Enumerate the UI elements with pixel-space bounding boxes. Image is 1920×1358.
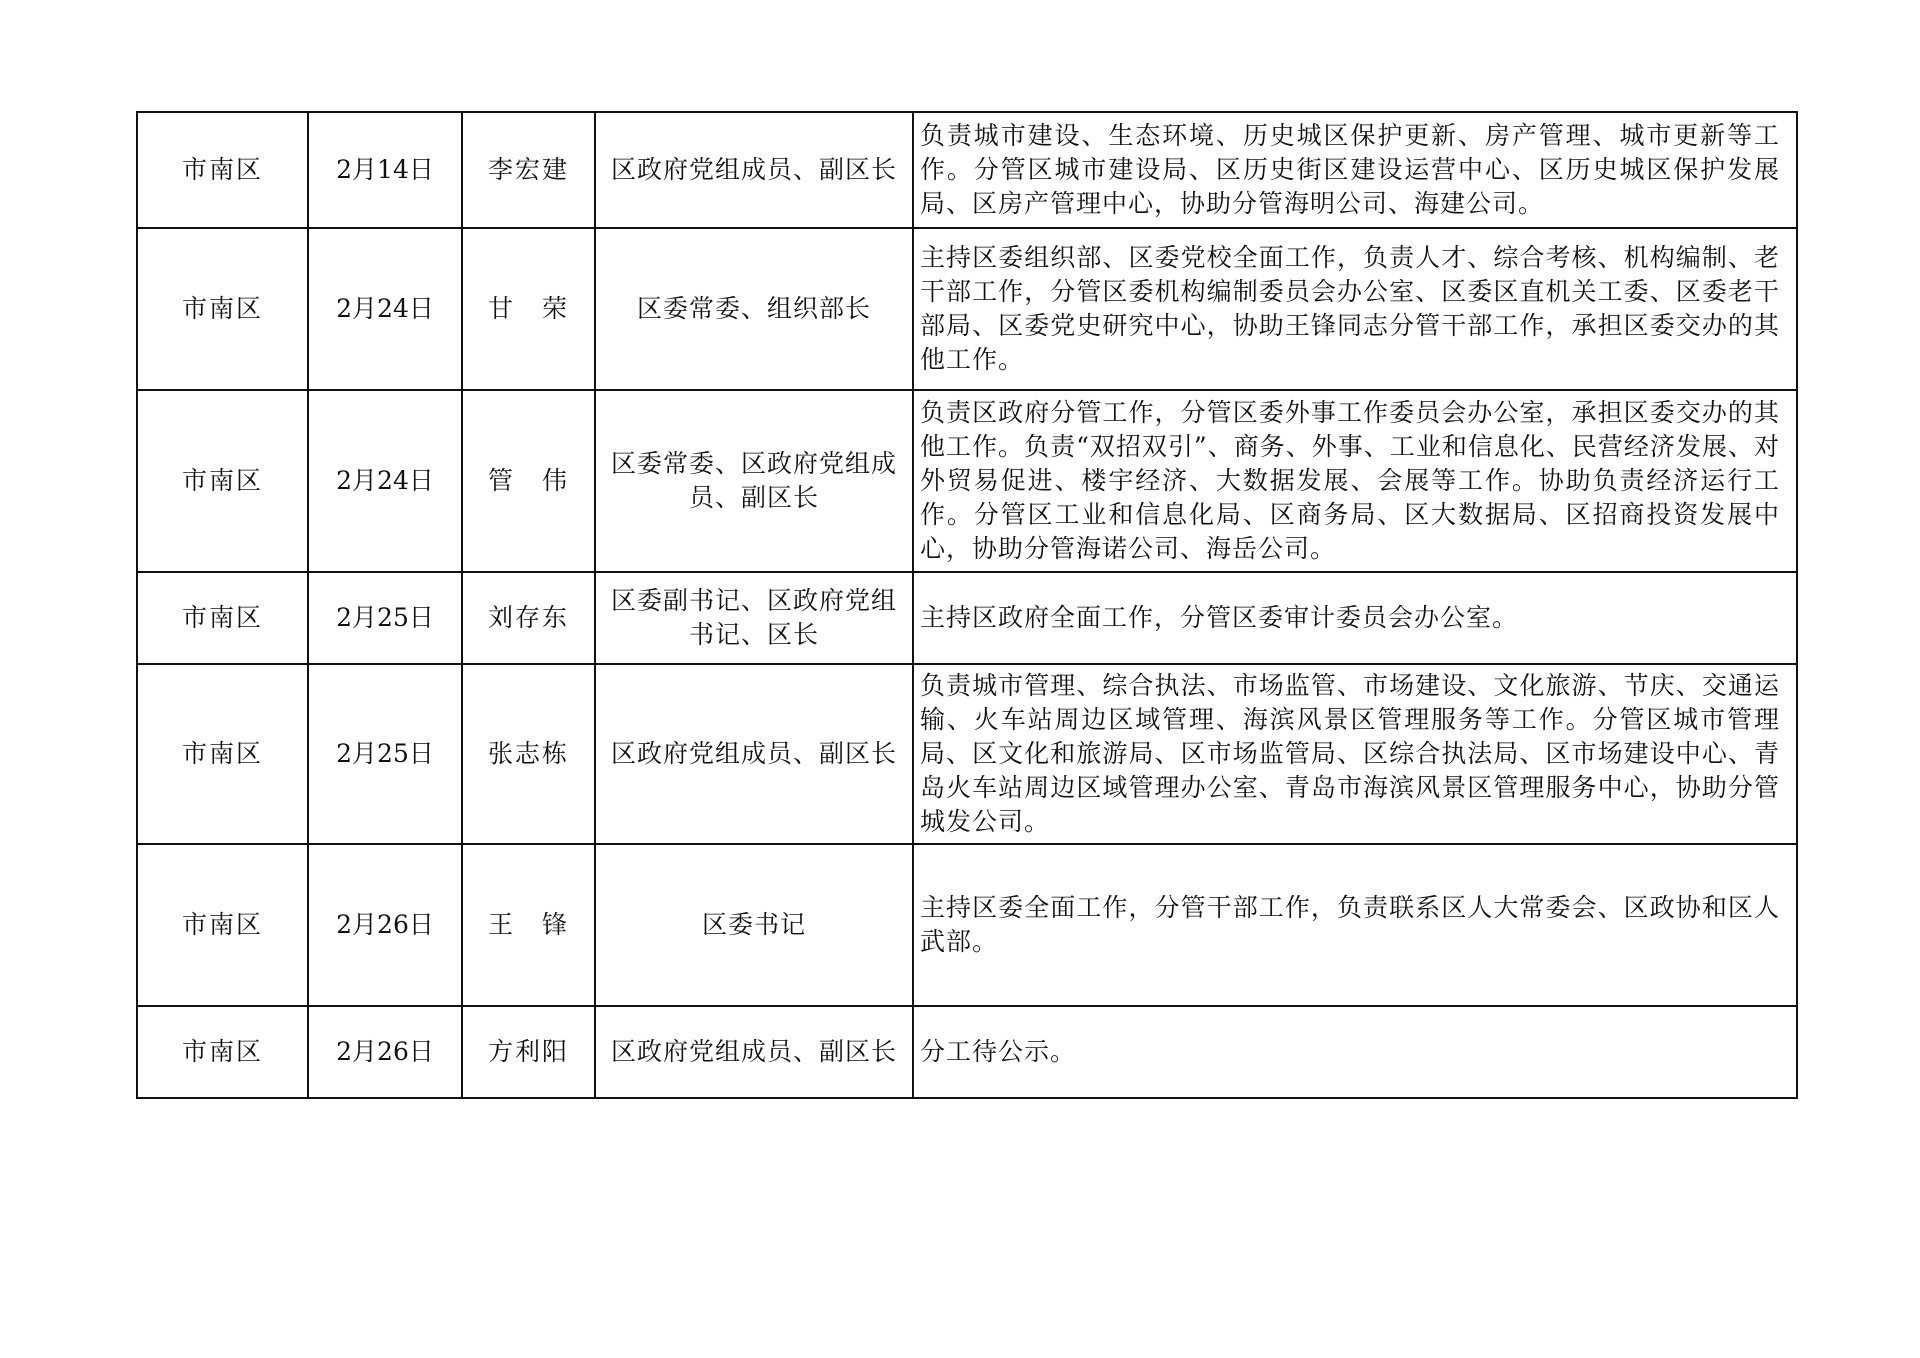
district-cell: 市南区	[137, 572, 308, 664]
date-cell: 2月25日	[308, 572, 462, 664]
officials-table	[136, 111, 1798, 1099]
duties-cell: 主持区委组织部、区委党校全面工作，负责人才、综合考核、机构编制、老干部工作，分管区委机构编制委员会办公室、区委区直机关工委、区委老干部局、区委党史研究中心，协助王锋同志分管干部工作，承担区委交办的其他工作。	[913, 228, 1797, 390]
district-cell: 市南区	[137, 664, 308, 844]
duties-cell: 分工待公示。	[913, 1006, 1797, 1098]
name-cell: 甘 荣	[462, 228, 595, 390]
duties-cell: 负责城市建设、生态环境、历史城区保护更新、房产管理、城市更新等工作。分管区城市建设局、区历史街区建设运营中心、区历史城区保护发展局、区房产管理中心，协助分管海明公司、海建公司。	[913, 112, 1797, 228]
date-cell: 2月26日	[308, 844, 462, 1006]
district-cell: 市南区	[137, 844, 308, 1006]
district-cell: 市南区	[137, 112, 308, 228]
district-cell: 市南区	[137, 228, 308, 390]
position-cell: 区委常委、组织部长	[595, 228, 913, 390]
name-cell: 管 伟	[462, 390, 595, 572]
table-row	[137, 1006, 1797, 1098]
name-cell: 张志栋	[462, 664, 595, 844]
duties-cell: 主持区政府全面工作，分管区委审计委员会办公室。	[913, 572, 1797, 664]
position-cell: 区政府党组成员、副区长	[595, 664, 913, 844]
name-cell: 刘存东	[462, 572, 595, 664]
position-cell: 区政府党组成员、副区长	[595, 1006, 913, 1098]
name-cell: 李宏建	[462, 112, 595, 228]
position-cell: 区政府党组成员、副区长	[595, 112, 913, 228]
table-row	[137, 112, 1797, 228]
table-row	[137, 390, 1797, 572]
date-cell: 2月26日	[308, 1006, 462, 1098]
table-row	[137, 664, 1797, 844]
table-row	[137, 572, 1797, 664]
position-cell: 区委常委、区政府党组成员、副区长	[595, 390, 913, 572]
district-cell: 市南区	[137, 1006, 308, 1098]
position-cell: 区委书记	[595, 844, 913, 1006]
date-cell: 2月14日	[308, 112, 462, 228]
district-cell: 市南区	[137, 390, 308, 572]
name-cell: 方利阳	[462, 1006, 595, 1098]
duties-cell: 负责区政府分管工作，分管区委外事工作委员会办公室，承担区委交办的其他工作。负责“双招双引”、商务、外事、工业和信息化、民营经济发展、对外贸易促进、楼宇经济、大数据发展、会展等工作。协助负责经济运行工作。分管区工业和信息化局、区商务局、区大数据局、区招商投资发展中心，协助分管海诺公司、海岳公司。	[913, 390, 1797, 572]
name-cell: 王 锋	[462, 844, 595, 1006]
table-row	[137, 228, 1797, 390]
table-row	[137, 844, 1797, 1006]
date-cell: 2月25日	[308, 664, 462, 844]
position-cell: 区委副书记、区政府党组书记、区长	[595, 572, 913, 664]
date-cell: 2月24日	[308, 390, 462, 572]
duties-cell: 负责城市管理、综合执法、市场监管、市场建设、文化旅游、节庆、交通运输、火车站周边区域管理、海滨风景区管理服务等工作。分管区城市管理局、区文化和旅游局、区市场监管局、区综合执法局、区市场建设中心、青岛火车站周边区域管理办公室、青岛市海滨风景区管理服务中心，协助分管城发公司。	[913, 664, 1797, 844]
date-cell: 2月24日	[308, 228, 462, 390]
duties-cell: 主持区委全面工作，分管干部工作，负责联系区人大常委会、区政协和区人武部。	[913, 844, 1797, 1006]
